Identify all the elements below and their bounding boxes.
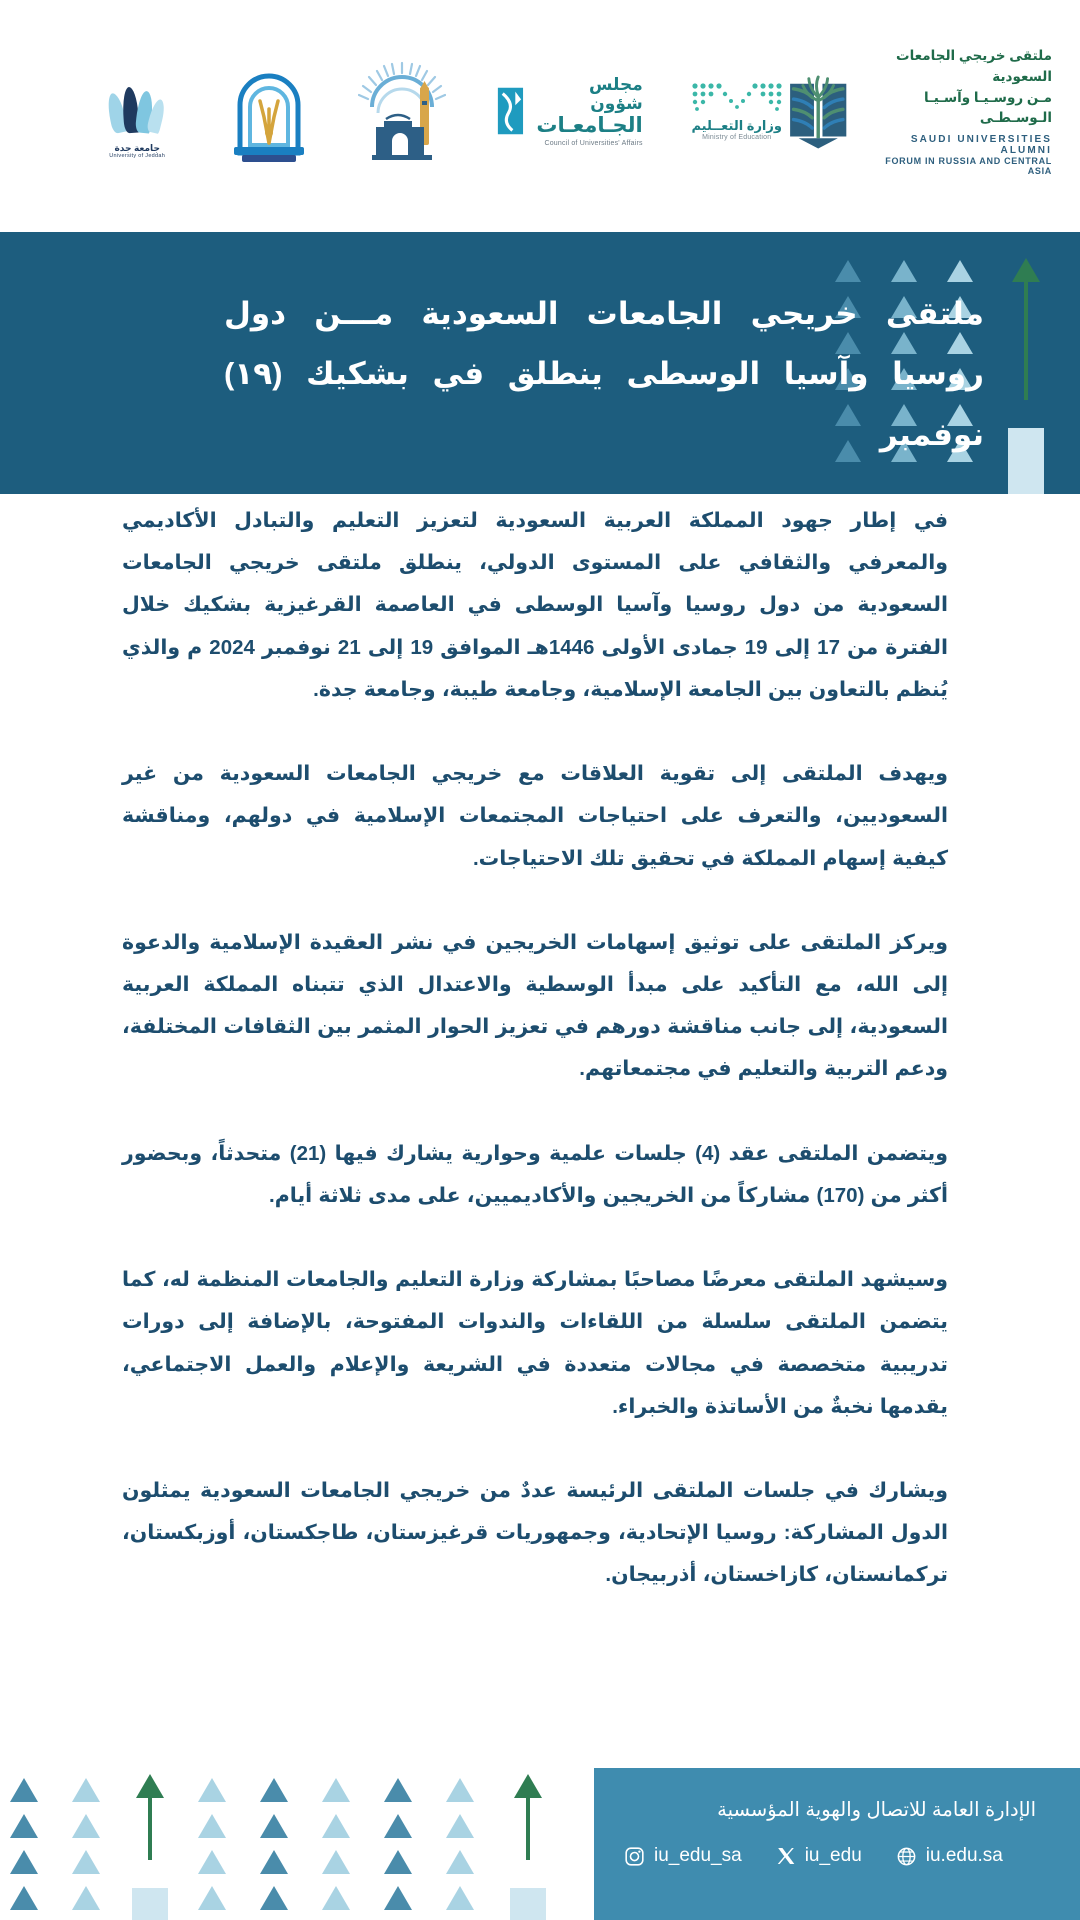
footer-contact-box: [594, 1768, 1080, 1920]
title-banner: [0, 232, 1080, 494]
logo-row: [40, 0, 1052, 222]
moe-logo-ar: وزارة التعــليم: [691, 118, 782, 133]
forum-logo-ar-line1: ملتقى خريجي الجامعات السعودية: [896, 47, 1052, 84]
council-logo-en: Council of Universities' Affairs: [544, 140, 643, 148]
article-body: [0, 500, 1080, 1597]
jeddah-logo-en: University of Jeddah: [109, 153, 166, 159]
forum-logo-ar-line2: مـن روسـيـا وآسـيـا الـوسـطـى: [924, 89, 1052, 126]
footer-social-links: [624, 1845, 1036, 1867]
jeddah-mark-icon: [107, 83, 167, 139]
council-logo-ar-line2: الجـامعـات: [536, 114, 643, 137]
social-instagram[interactable]: [624, 1845, 742, 1867]
social-x[interactable]: [776, 1845, 862, 1867]
paragraph-1: في إطار جهود المملكة العربية السعودية لتعزيز التعليم والتبادل الأكاديمي والمعرفي والثقافي على المستوى الدولي، ينطلق ملتقى خريجي الجامعات السعودية من دول روسيا وآسيا الوسطى في العاصمة القرغيزية بشكيك خلال الفترة من 17 إلى 19 جمادى الأولى 1446هـ الموافق 19 إلى 21 نوفمبر 2024 م والذي يُنظم بالتعاون بين الجامعة الإسلامية، وجامعة طيبة، وجامعة جدة.: [122, 509, 948, 701]
forum-logo-en-line2: FORUM IN RUSSIA AND CENTRAL ASIA: [885, 156, 1052, 177]
banner-headline-line1: ملتقى خريجي الجامعات السعودية مـــن دول: [224, 296, 984, 331]
council-of-universities-affairs-logo: [494, 75, 642, 147]
x-handle: iu_edu: [804, 1845, 862, 1867]
ministry-of-education-logo: [689, 81, 785, 141]
footer-triangle-decoration-icon: [0, 1720, 600, 1920]
jeddah-logo-ar: جامعة جدة: [114, 142, 160, 153]
moe-dots-icon: [689, 81, 785, 115]
website-handle: iu.edu.sa: [925, 1845, 1003, 1867]
social-website[interactable]: [896, 1845, 1003, 1867]
palm-book-emblem-icon: [785, 65, 851, 157]
paragraph-4: ويتضمن الملتقى عقد (4) جلسات علمية وحوارية يشارك فيها (21) متحدثاً، وبحضور أكثر من (170) مشاركاً من الخريجين والأكاديميين، على مدى ثلاثة أيام.: [122, 1141, 948, 1207]
forum-logo: [785, 46, 1052, 177]
footer: [0, 1720, 1080, 1920]
footer-department-title: الإدارة العامة للاتصال والهوية المؤسسية: [717, 1799, 1036, 1821]
taibah-mosque-emblem-icon: [358, 61, 446, 161]
instagram-icon: [624, 1846, 645, 1867]
islamic-university-logo: [230, 59, 308, 163]
x-twitter-icon: [776, 1846, 796, 1866]
paragraph-6: ويشارك في جلسات الملتقى الرئيسة عددٌ من خريجي الجامعات السعودية يمثلون الدول المشاركة: روسيا الإتحادية، وجمهوريات قرغيزستان، طاجكستان، أوزبكستان، تركمانستان، كازاخستان، أذربيجان.: [122, 1478, 948, 1587]
paragraph-2: ويهدف الملتقى إلى تقوية العلاقات مع خريجي الجامعات السعودية من غير السعوديين، والتعرف على احتياجات المجتمعات الإسلامية في دولهم، ومناقشة كيفية إسهام المملكة في تحقيق تلك الاحتياجات.: [122, 762, 948, 870]
paragraph-3: ويركز الملتقى على توثيق إسهامات الخريجين في نشر العقيدة الإسلامية والدعوة إلى الله، مع التأكيد على مبدأ الوسطية والاعتدال الذي تتبناه المملكة العربية السعودية، إلى جانب مناقشة دورهم في تعزيز الحوار المثمر بين الثقافات المختلفة، ودعم التربية والتعليم في مجتمعاتهم.: [122, 930, 948, 1081]
forum-logo-en-line1: SAUDI UNIVERSITIES ALUMNI: [910, 134, 1052, 157]
instagram-handle: iu_edu_sa: [654, 1845, 742, 1867]
header-logo-bar: [0, 0, 1080, 222]
council-logo-ar-line1: مجلس شؤون: [588, 74, 643, 114]
council-mark-icon: [494, 85, 527, 137]
paragraph-5: وسيشهد الملتقى معرضًا مصاحبًا بمشاركة وزارة التعليم والجامعات المنظمة له، كما يتضمن الملتقى سلسلة من اللقاءات والندوات المفتوحة، بالإضافة إلى دورات تدريبية متخصصة في مجالات متعددة في الشريعة والإعلام والعمل الاجتماعي، يقدمها نخبةٌ من الأساتذة والخبراء.: [122, 1268, 948, 1418]
university-of-jeddah-logo: [96, 63, 178, 159]
taibah-university-logo: [358, 61, 446, 161]
moe-logo-en: Ministry of Education: [702, 134, 772, 141]
banner-headline-line2: روسيا وآسيا الوسطى ينطلق في بشكيك (١٩) نوفمبر: [224, 356, 984, 452]
banner-headline: [224, 284, 984, 465]
globe-icon: [896, 1846, 917, 1867]
islamic-university-emblem-icon: [230, 59, 308, 163]
